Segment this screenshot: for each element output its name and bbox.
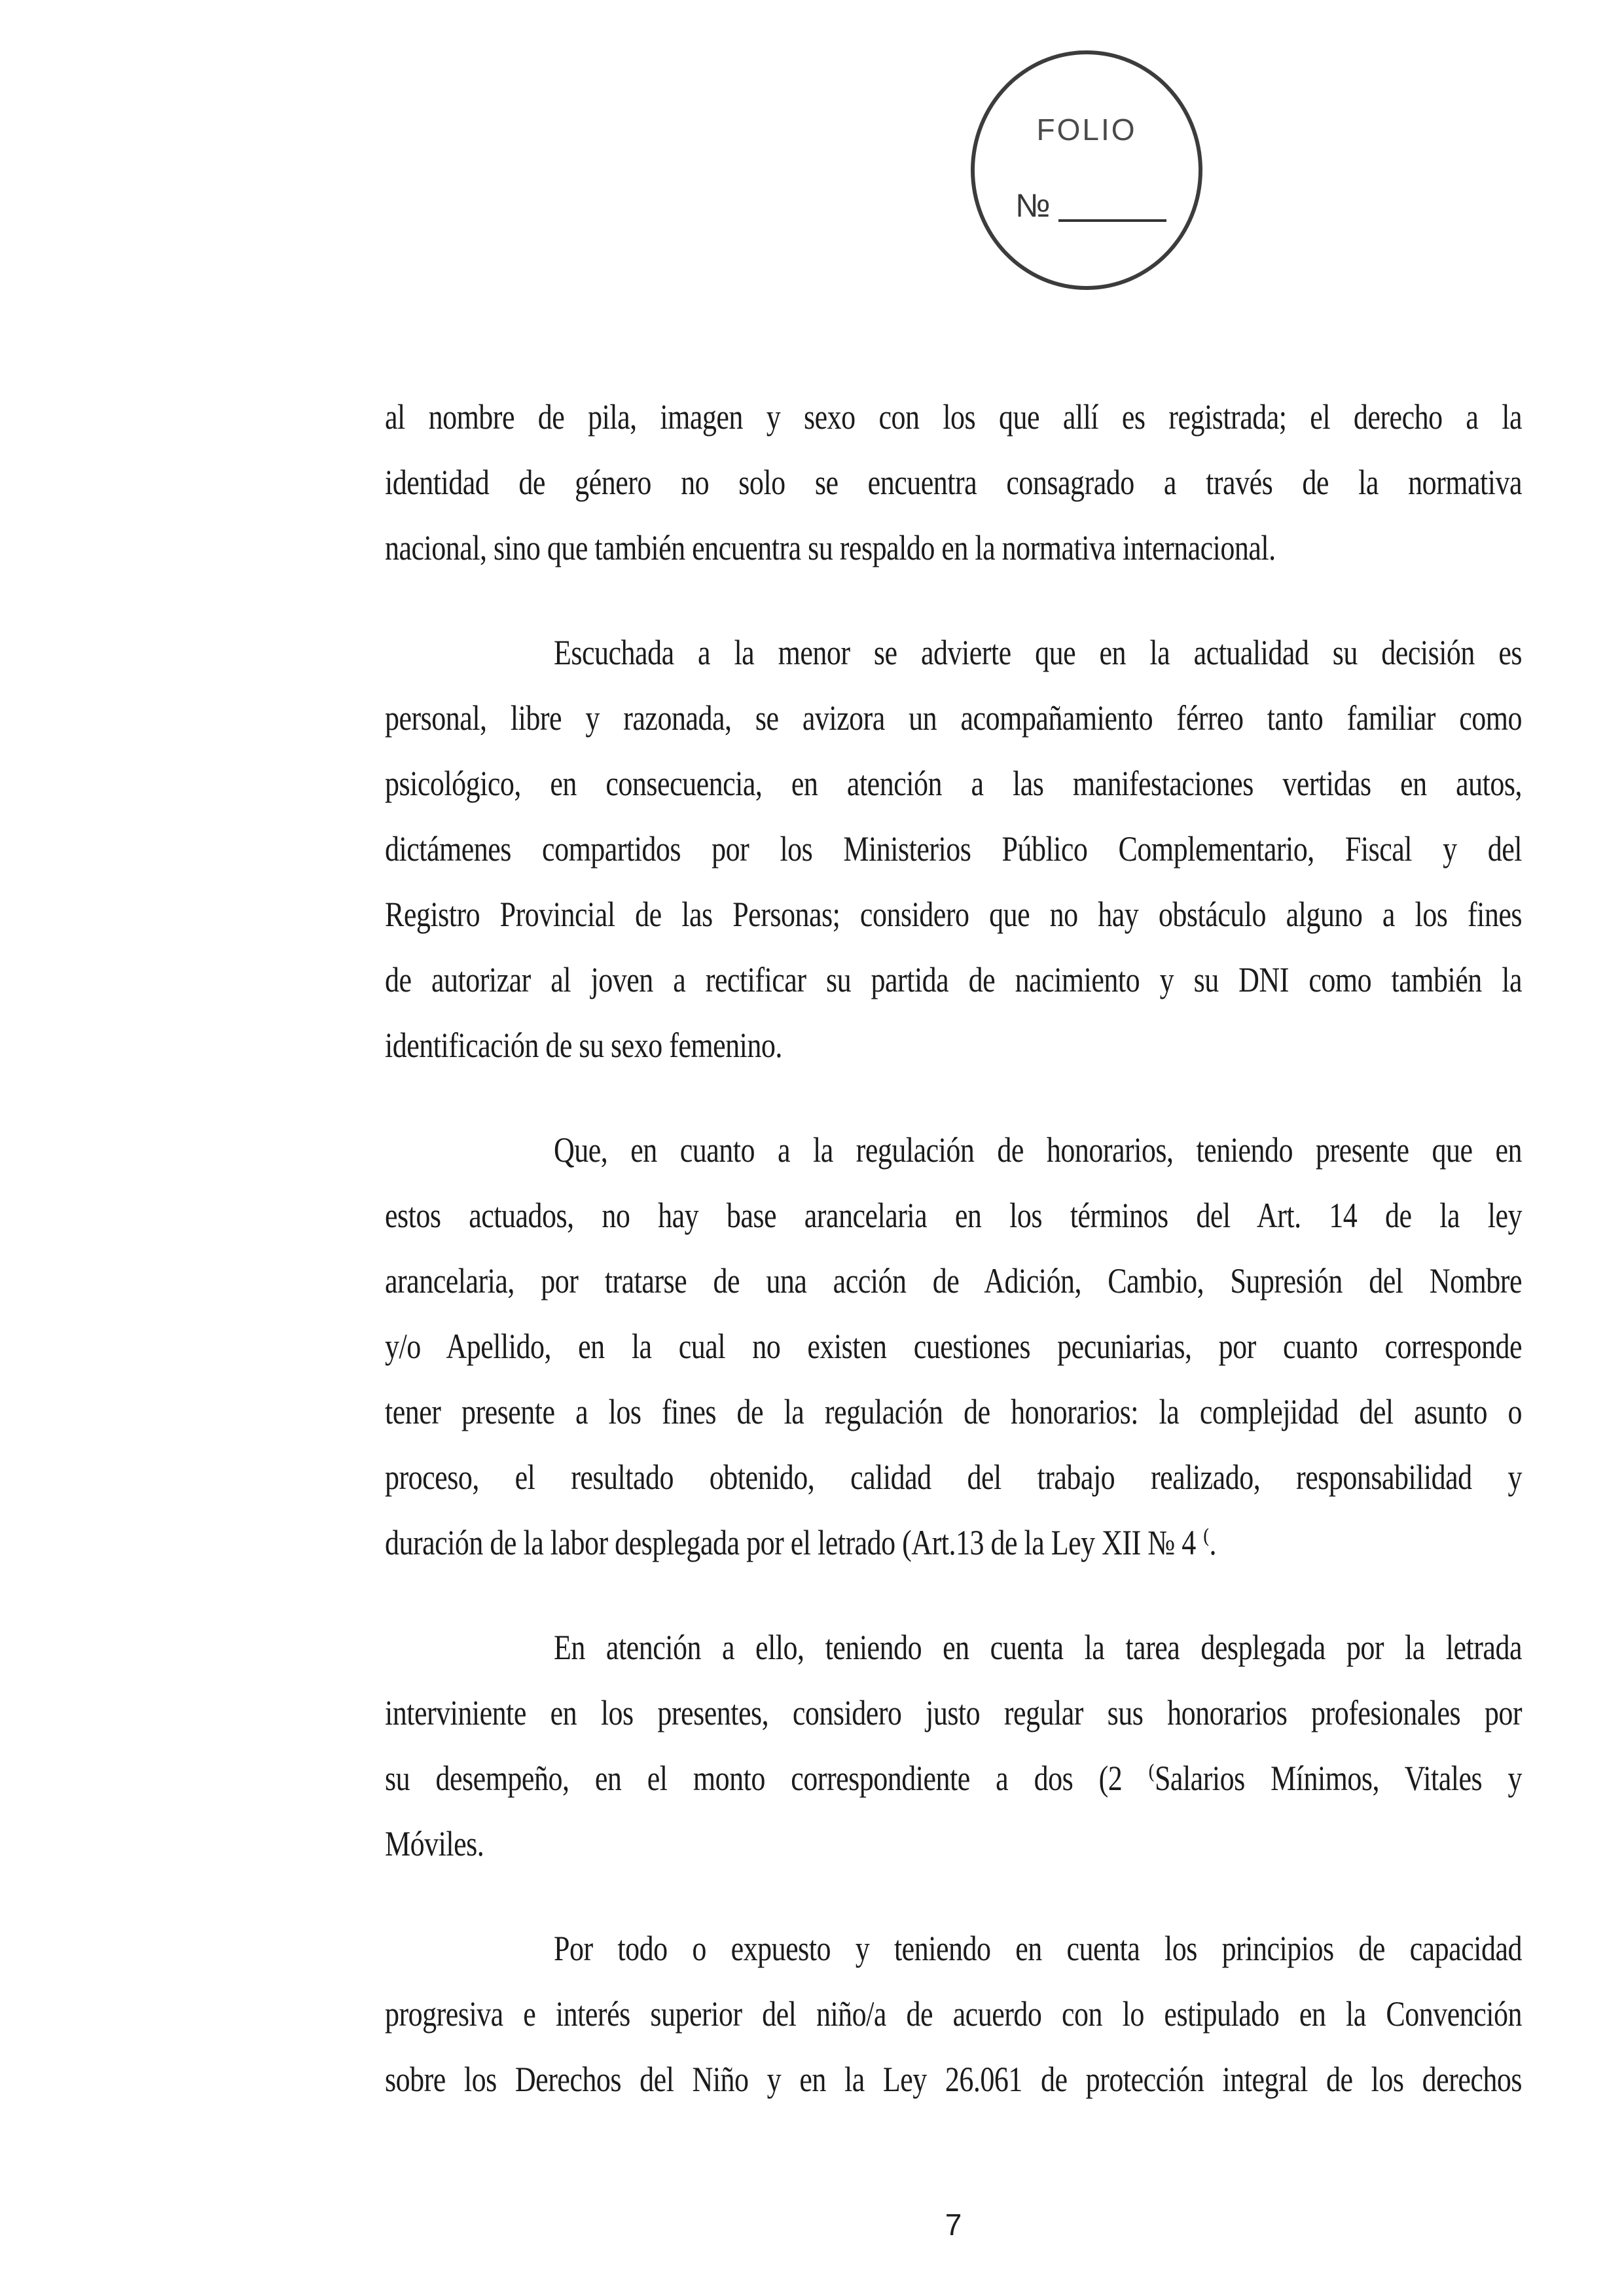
text-line: progresiva e interés superior del niño/a de acuerdo con lo estipulado en la Convención (385, 1994, 1522, 2034)
text-line: interviniente en los presentes, considero justo regular sus honorarios profesionales por (385, 1693, 1522, 1733)
text-line: estos actuados, no hay base arancelaria en los términos del Art. 14 de la ley (385, 1196, 1522, 1236)
text-line: psicológico, en consecuencia, en atención a las manifestaciones vertidas en autos, (385, 764, 1522, 804)
text-line: Que, en cuanto a la regulación de honorarios, teniendo presente que en (554, 1130, 1522, 1170)
folio-stamp-title: FOLIO (1036, 113, 1137, 147)
text-line: Móviles. (385, 1824, 484, 1864)
paragraph (385, 1916, 1522, 2113)
folio-number-blank-line (1058, 219, 1166, 222)
paragraph (385, 620, 1522, 1079)
text-line: arancelaria, por tratarse de una acción de Adición, Cambio, Supresión del Nombre (385, 1261, 1522, 1301)
text-line: proceso, el resultado obtenido, calidad del trabajo realizado, responsabilidad y (385, 1458, 1522, 1498)
text-line: En atención a ello, teniendo en cuenta la tarea desplegada por la letrada (554, 1628, 1522, 1668)
document-body (385, 385, 1522, 2113)
text-line: nacional, sino que también encuentra su respaldo en la normativa internacional. (385, 528, 1276, 568)
text-line: de autorizar al joven a rectificar su partida de nacimiento y su DNI como también la (385, 960, 1522, 1000)
text-line: identificación de su sexo femenino. (385, 1026, 782, 1066)
text-line: Por todo o expuesto y teniendo en cuenta los principios de capacidad (554, 1929, 1522, 1969)
page-footer (385, 2207, 1522, 2242)
text-line: duración de la labor desplegada por el letrado (Art.13 de la Ley XII № 4 ⁽. (385, 1523, 1217, 1563)
paragraph (385, 1118, 1522, 1576)
paragraph (385, 385, 1522, 581)
text-line: identidad de género no solo se encuentra consagrado a través de la normativa (385, 463, 1522, 503)
page-number: 7 (945, 2208, 962, 2242)
text-line: tener presente a los fines de la regulación de honorarios: la complejidad del asunto o (385, 1392, 1522, 1432)
text-line: dictámenes compartidos por los Ministerios Público Complementario, Fiscal y del (385, 829, 1522, 869)
text-line: sobre los Derechos del Niño y en la Ley 26.061 de protección integral de los derechos (385, 2060, 1522, 2100)
text-line: su desempeño, en el monto correspondiente a dos (2 ⁽Salarios Mínimos, Vitales y (385, 1759, 1522, 1799)
text-line: personal, libre y razonada, se avizora un acompañamiento férreo tanto familiar como (385, 698, 1522, 738)
text-line: y/o Apellido, en la cual no existen cuestiones pecuniarias, por cuanto corresponde (385, 1327, 1522, 1367)
text-line: Escuchada a la menor se advierte que en la actualidad su decisión es (554, 633, 1522, 673)
text-line: al nombre de pila, imagen y sexo con los que allí es registrada; el derecho a la (385, 397, 1522, 437)
text-line: Registro Provincial de las Personas; considero que no hay obstáculo alguno a los fines (385, 895, 1522, 935)
folio-stamp (971, 50, 1202, 290)
paragraph (385, 1615, 1522, 1877)
folio-number-label: № (1015, 187, 1051, 224)
